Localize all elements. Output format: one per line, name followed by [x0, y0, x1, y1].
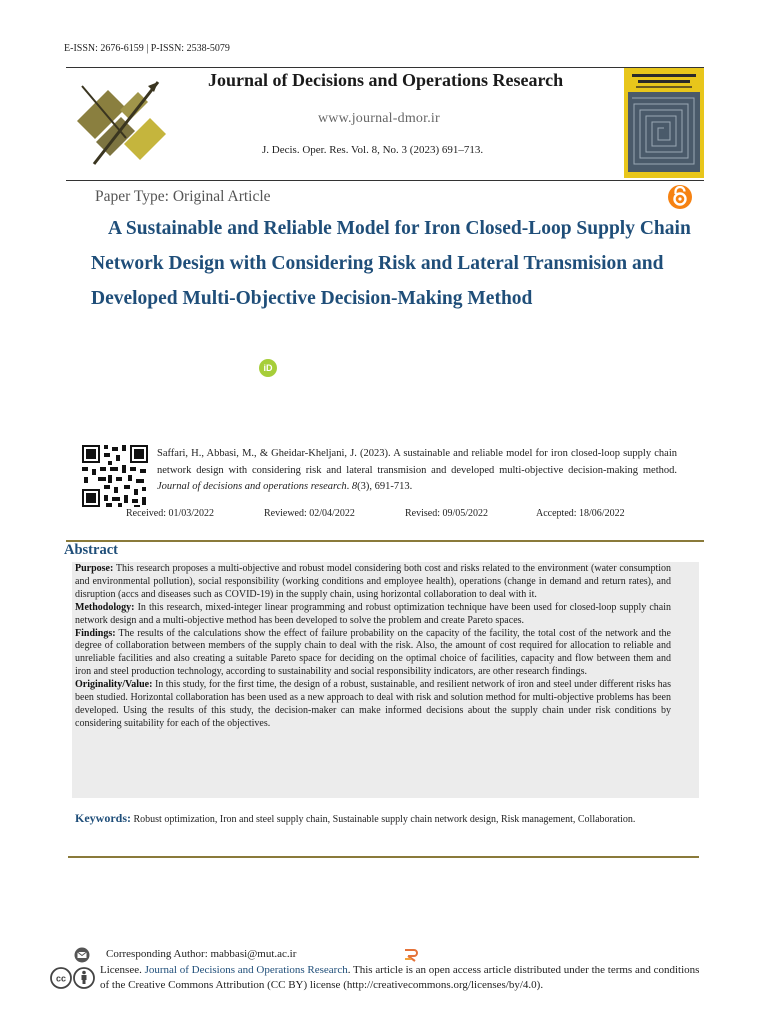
journal-citation: J. Decis. Oper. Res. Vol. 8, No. 3 (2023) 691–713. — [262, 144, 484, 156]
license-text — [100, 963, 700, 993]
abstract-originality-text: In this study, for the first time, the design of a robust, sustainable, and resilient network of iron and steel under different risks has been studied. Horizontal collaboration has been used as a new approach to deal with risk and solution method for multi-objective problems has been developed. Using the results of this study, the decision-maker can make informed decisions about the supply chain under risk conditions by considering suitability for each of the objectives. — [75, 679, 671, 729]
paper-title-text: A Sustainable and Reliable Model for Iron Closed-Loop Supply Chain Network Design with Considering Risk and Lateral Transmision and Developed Multi-Objective Decision-Making Method — [91, 218, 691, 309]
crossref-icon[interactable] — [402, 946, 420, 964]
abstract-methodology-label: Methodology: — [75, 601, 135, 613]
abstract-body — [75, 563, 671, 731]
abstract-top-rule — [66, 540, 704, 542]
revised-date: Revised: 09/05/2022 — [405, 508, 489, 519]
license-journal-link[interactable]: Journal of Decisions and Operations Research — [144, 964, 348, 976]
corresponding-author: Corresponding Author: mabbasi@mut.ac.ir — [106, 948, 297, 960]
email-icon — [74, 947, 90, 963]
qr-code-icon — [80, 443, 150, 509]
keywords — [75, 812, 695, 826]
license-rest: . This article is an open access article distributed under the terms and conditions of the Creative Commons Attribution (CC BY) license (http://creativecommons.org/licenses/by/4.0). — [100, 964, 700, 991]
abstract-originality — [75, 679, 671, 731]
reference-authors-title: Saffari, H., Abbasi, M., & Gheidar-Kheljani, J. (2023). A sustainable and reliable model for iron closed-loop supply chain network design with considering risk and lateral transmision and developed multi-objective decision-making method. — [157, 448, 677, 476]
abstract-originality-label: Originality/Value: — [75, 679, 153, 691]
received-date: Received: 01/03/2022 — [126, 508, 215, 519]
reviewed-date: Reviewed: 02/04/2022 — [264, 508, 355, 519]
abstract-findings-text: The results of the calculations show the effect of failure probability on the capacity of the facility, the total cost of the network and the degree of collaboration between members of the supply chain to deal with the risk. Also, the amount of cost required for allocation to reliable and unreliable facilities and also creating a suitable Pareto space for deciding on the optimal choice of facilities, capacity and flow between them and iron and steel production technology, according to sustainability and social responsibility indicators, are other research findings. — [75, 627, 671, 678]
reference-volume: 8 — [351, 481, 358, 492]
journal-website-link[interactable]: www.journal-dmor.ir — [318, 111, 440, 126]
abstract-purpose — [75, 563, 671, 602]
creative-commons-icon[interactable] — [50, 966, 96, 990]
keywords-label: Keywords: — [75, 811, 131, 825]
citation-reference — [157, 446, 677, 496]
abstract-purpose-text: This research proposes a multi-objective and robust model considering both cost and risks related to the environment (water consumption and environmental pollution), social responsibility (working conditions and employee health), operations (change in demand and return rates), and disruption (accs and diseases such as COVID-19) in the supply chain, using horizontal collaboration to deal with it. — [75, 563, 671, 600]
abstract-methodology — [75, 602, 671, 628]
journal-logo-icon[interactable] — [74, 76, 170, 168]
reference-sep: . — [346, 481, 352, 492]
paper-title — [91, 211, 701, 316]
header-bottom-rule — [66, 180, 704, 181]
paper-type: Paper Type: Original Article — [95, 188, 271, 205]
issn-line: E-ISSN: 2676-6159 | P-ISSN: 2538-5079 — [64, 43, 230, 54]
accepted-date: Accepted: 18/06/2022 — [536, 508, 625, 519]
abstract-purpose-label: Purpose: — [75, 563, 114, 574]
orcid-icon[interactable]: iD — [259, 359, 277, 377]
abstract-findings-label: Findings: — [75, 627, 116, 639]
license-prefix: Licensee. — [100, 964, 145, 976]
reference-journal: Journal of decisions and operations research — [157, 481, 347, 492]
abstract-methodology-text: In this research, mixed-integer linear programming and robust optimization technique have been used for closed-loop supply chain network design and a multi-objective method has been developed to solve the problem and create Pareto spaces. — [75, 601, 671, 626]
keywords-bottom-rule — [68, 856, 699, 858]
abstract-findings — [75, 628, 671, 680]
open-access-icon[interactable] — [667, 184, 693, 210]
abstract-heading: Abstract — [64, 542, 118, 558]
journal-name: Journal of Decisions and Operations Research — [208, 70, 564, 90]
journal-cover-image — [624, 68, 704, 178]
reference-issue-pages: (3), 691-713. — [357, 481, 413, 492]
header-top-rule — [66, 67, 704, 68]
svg-text:cc: cc — [55, 973, 67, 984]
keywords-text: Robust optimization, Iron and steel supply chain, Sustainable supply chain network design, Risk management, Collaboration. — [131, 814, 636, 825]
